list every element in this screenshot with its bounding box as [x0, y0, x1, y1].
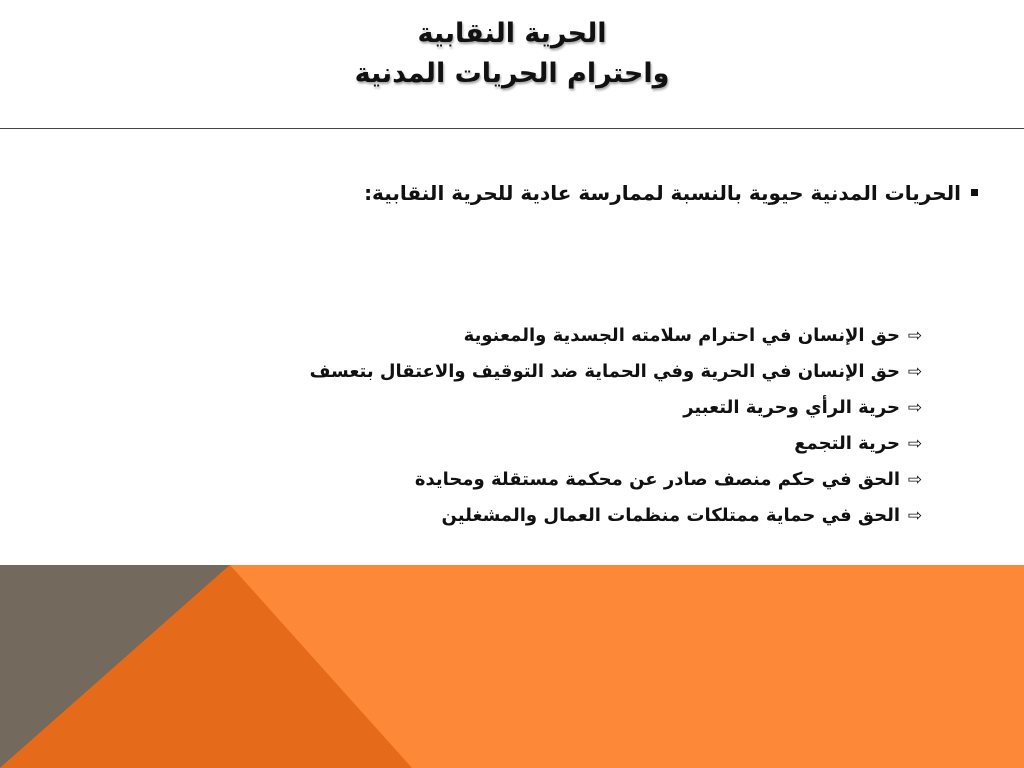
title-line-1: الحرية النقابية: [417, 18, 607, 49]
list-item: [104, 318, 924, 354]
main-point-text: الحريات المدنية حيوية بالنسبة لممارسة عادية للحرية النقابية:: [364, 181, 961, 205]
hollow-arrow-icon: ⇨: [907, 470, 923, 490]
square-bullet-icon: [971, 189, 978, 196]
title-line-2: واحترام الحريات المدنية: [354, 58, 670, 89]
list-item: [104, 498, 924, 534]
list-item-text: الحق في حماية ممتلكات منظمات العمال والمشغلين: [441, 505, 900, 526]
slide-title: [0, 14, 1024, 94]
list-item: [104, 426, 924, 462]
hollow-arrow-icon: ⇨: [907, 434, 923, 454]
list-item-text: الحق في حكم منصف صادر عن محكمة مستقلة ومحايدة: [414, 469, 900, 490]
hollow-arrow-icon: ⇨: [907, 398, 923, 418]
main-point: [78, 178, 978, 208]
list-item-text: حق الإنسان في الحرية وفي الحماية ضد التوقيف والاعتقال بتعسف: [309, 361, 900, 382]
list-item-text: حرية الرأي وحرية التعبير: [683, 397, 900, 418]
decorative-footer-shapes: [0, 565, 1024, 768]
list-item: [104, 354, 924, 390]
list-item: [104, 462, 924, 498]
list-item-text: حرية التجمع: [794, 433, 900, 454]
hollow-arrow-icon: ⇨: [907, 362, 923, 382]
list-item: [104, 390, 924, 426]
hollow-arrow-icon: ⇨: [907, 326, 923, 346]
hollow-arrow-icon: ⇨: [907, 506, 923, 526]
list-item-text: حق الإنسان في احترام سلامته الجسدية والمعنوية: [463, 325, 900, 346]
rights-list: [104, 318, 924, 534]
title-divider: [0, 128, 1024, 129]
